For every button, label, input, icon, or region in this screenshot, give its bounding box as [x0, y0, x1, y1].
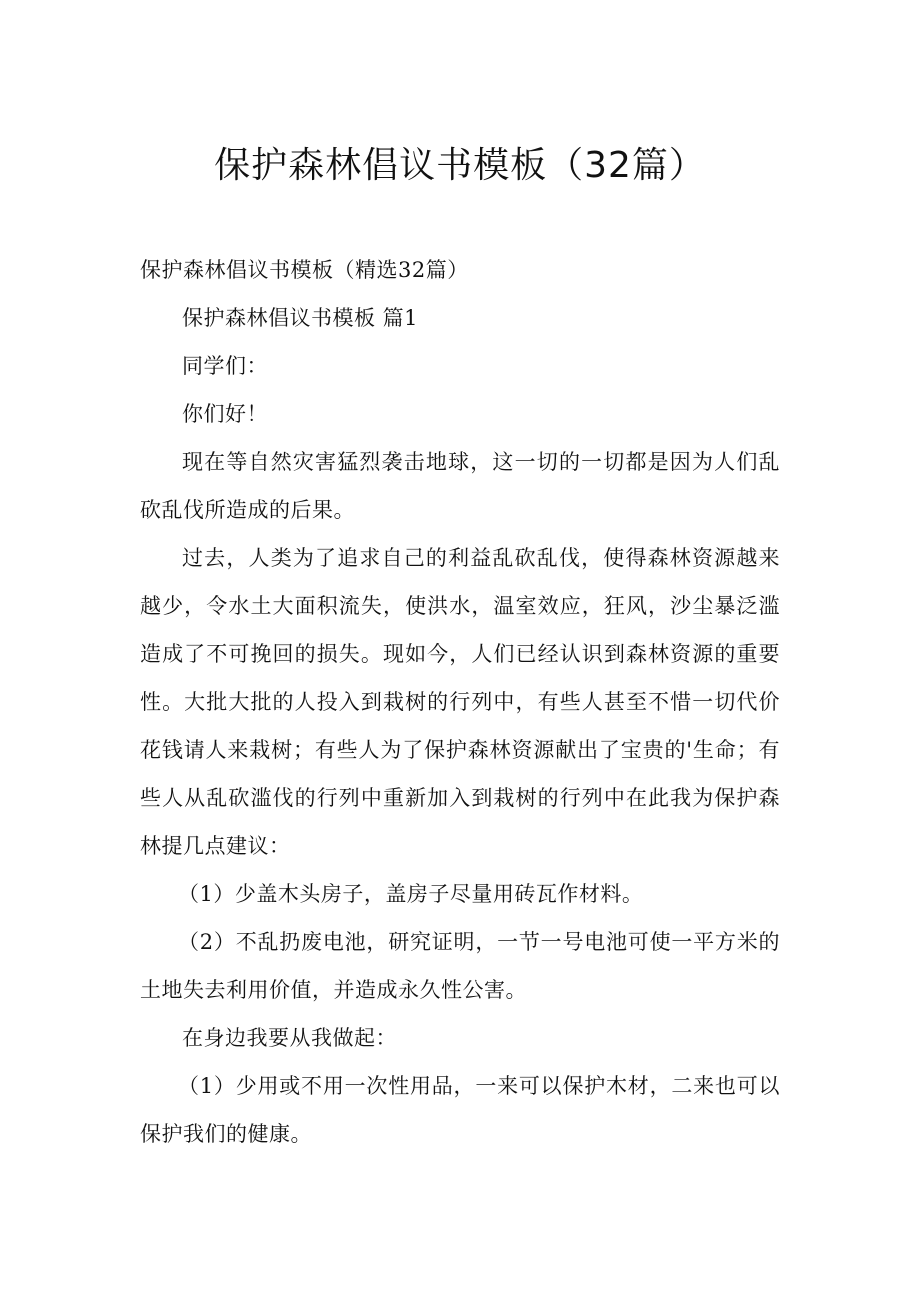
personal-heading: 在身边我要从我做起：: [182, 1026, 397, 1050]
paragraph: 过去，人类为了追求自己的利益乱砍乱伐，使得森林资源越来越少，令水土大面积流失，使洪水，温室效应，狂风，沙尘暴泛滥造成了不可挽回的损失。现如今，人们已经认识到森林资源的重要性。大批大批的人投入到栽树的行列中，有些人甚至不惜一切代价花钱请人来栽树；有些人为了保护森林资源献出了宝贵的'生命；有些人从乱砍滥伐的行列中重新加入到栽树的行列中在此我为保护森林提几点建议：: [140, 546, 780, 858]
suggestion-item: （2）不乱扔废电池，研究证明，一节一号电池可使一平方米的土地失去利用价值，并造成永久性公害。: [140, 930, 780, 1002]
document-title: 保护森林倡议书模板（32篇）: [214, 145, 706, 186]
document-subtitle: 保护森林倡议书模板（精选32篇）: [140, 258, 469, 282]
paragraph: 现在等自然灾害猛烈袭击地球，这一切的一切都是因为人们乱砍乱伐所造成的后果。: [140, 450, 780, 522]
section-heading: 保护森林倡议书模板 篇1: [182, 306, 419, 330]
suggestion-item: （1）少盖木头房子，盖房子尽量用砖瓦作材料。: [178, 882, 644, 906]
salutation: 你们好！: [182, 402, 268, 426]
personal-item: （1）少用或不用一次性用品，一来可以保护木材，二来也可以保护我们的健康。: [140, 1074, 780, 1146]
greeting: 同学们：: [182, 354, 268, 378]
document-body: [140, 246, 780, 1158]
